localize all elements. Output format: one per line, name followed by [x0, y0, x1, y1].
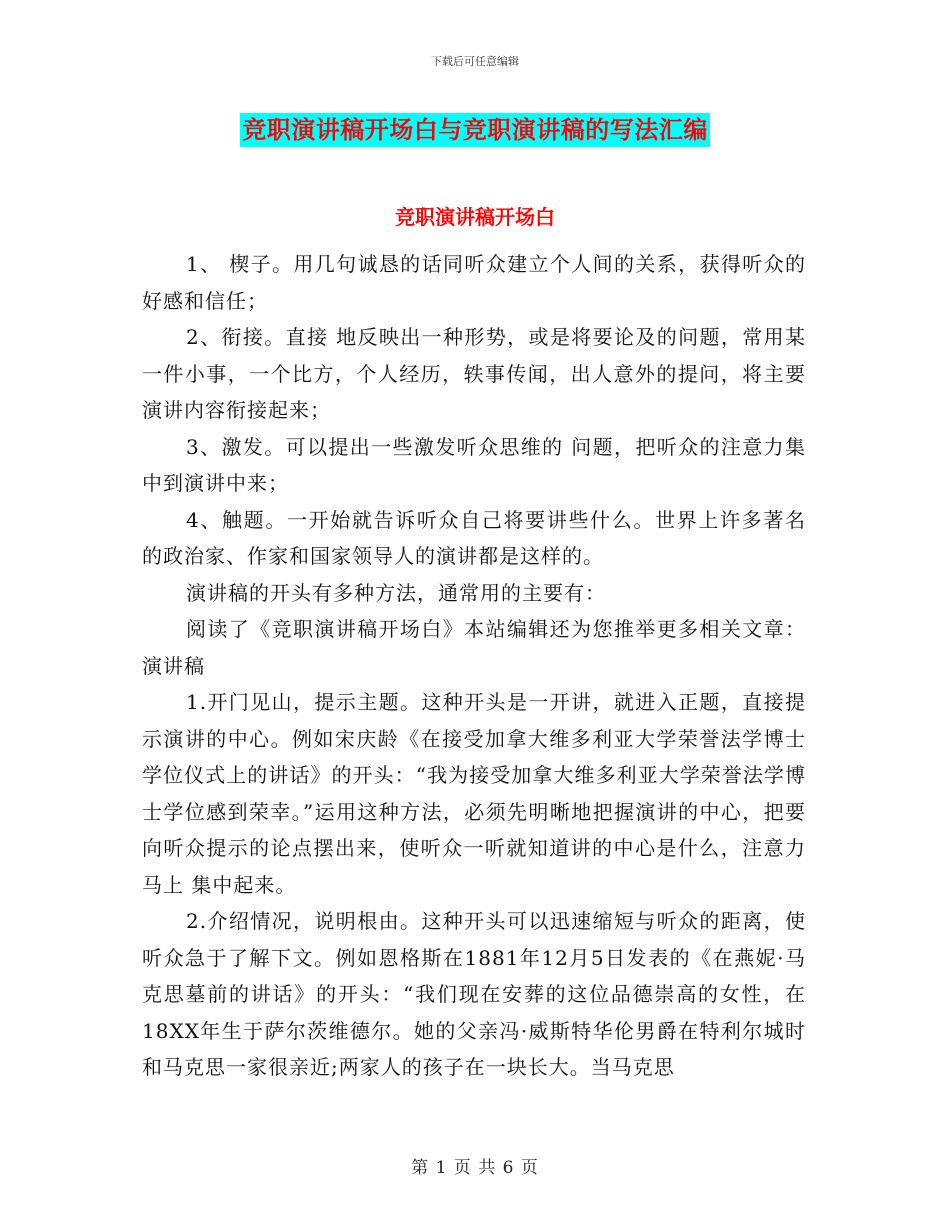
paragraph: 1、 楔子。用几句诚恳的话同听众建立个人间的关系，获得听众的好感和信任； — [142, 252, 806, 313]
page-footer: 第 1 页 共 6 页 — [411, 1158, 539, 1178]
paragraph: 2.介绍情况，说明根由。这种开头可以迅速缩短与听众的距离，使听众急于了解下文。例如恩格斯在1881年12月5日发表的《在燕妮·马克思墓前的讲话》的开头：“我们现在安葬的这位品德崇高的女性，在18XX年生于萨尔茨维德尔。她的父亲冯·威斯特华伦男爵在特利尔城时和马克思一家很亲近;两家人的孩子在一块长大。当马克思 — [142, 909, 806, 1079]
main-title-container — [0, 113, 950, 147]
paragraph: 演讲稿的开头有多种方法，通常用的主要有： — [186, 580, 606, 605]
paragraph: 1.开门见山，提示主题。这种开头是一开讲，就进入正题，直接提示演讲的中心。例如宋庆龄《在接受加拿大维多利亚大学荣誉法学博士学位仪式上的讲话》的开头：“我为接受加拿大维多利亚大学荣誉法学博士学位感到荣幸。”运用这种方法，必须先明晰地把握演讲的中心，把要向听众提示的论点摆出来，使听众一听就知道讲的中心是什么，注意力马上 集中起来。 — [142, 690, 806, 897]
paragraph: 2、衔接。直接 地反映出一种形势，或是将要论及的问题，常用某一件小事，一个比方，个人经历，轶事传闻，出人意外的提问，将主要演讲内容衔接起来； — [142, 325, 806, 422]
paragraph: 3、激发。可以提出一些激发听众思维的 问题，把听众的注意力集中到演讲中来； — [142, 434, 806, 495]
document-title: 竞职演讲稿开场白与竞职演讲稿的写法汇编 — [240, 113, 710, 147]
page-header-note: 下载后可任意编辑 — [431, 55, 519, 68]
paragraph: 4、触题。一开始就告诉听众自己将要讲些什么。世界上许多著名的政治家、作家和国家领导人的演讲都是这样的。 — [142, 507, 806, 568]
document-body — [142, 246, 806, 1086]
section-title: 竞职演讲稿开场白 — [395, 205, 555, 229]
paragraph: 阅读了《竞职演讲稿开场白》本站编辑还为您推举更多相关文章：演讲稿 — [142, 617, 806, 678]
